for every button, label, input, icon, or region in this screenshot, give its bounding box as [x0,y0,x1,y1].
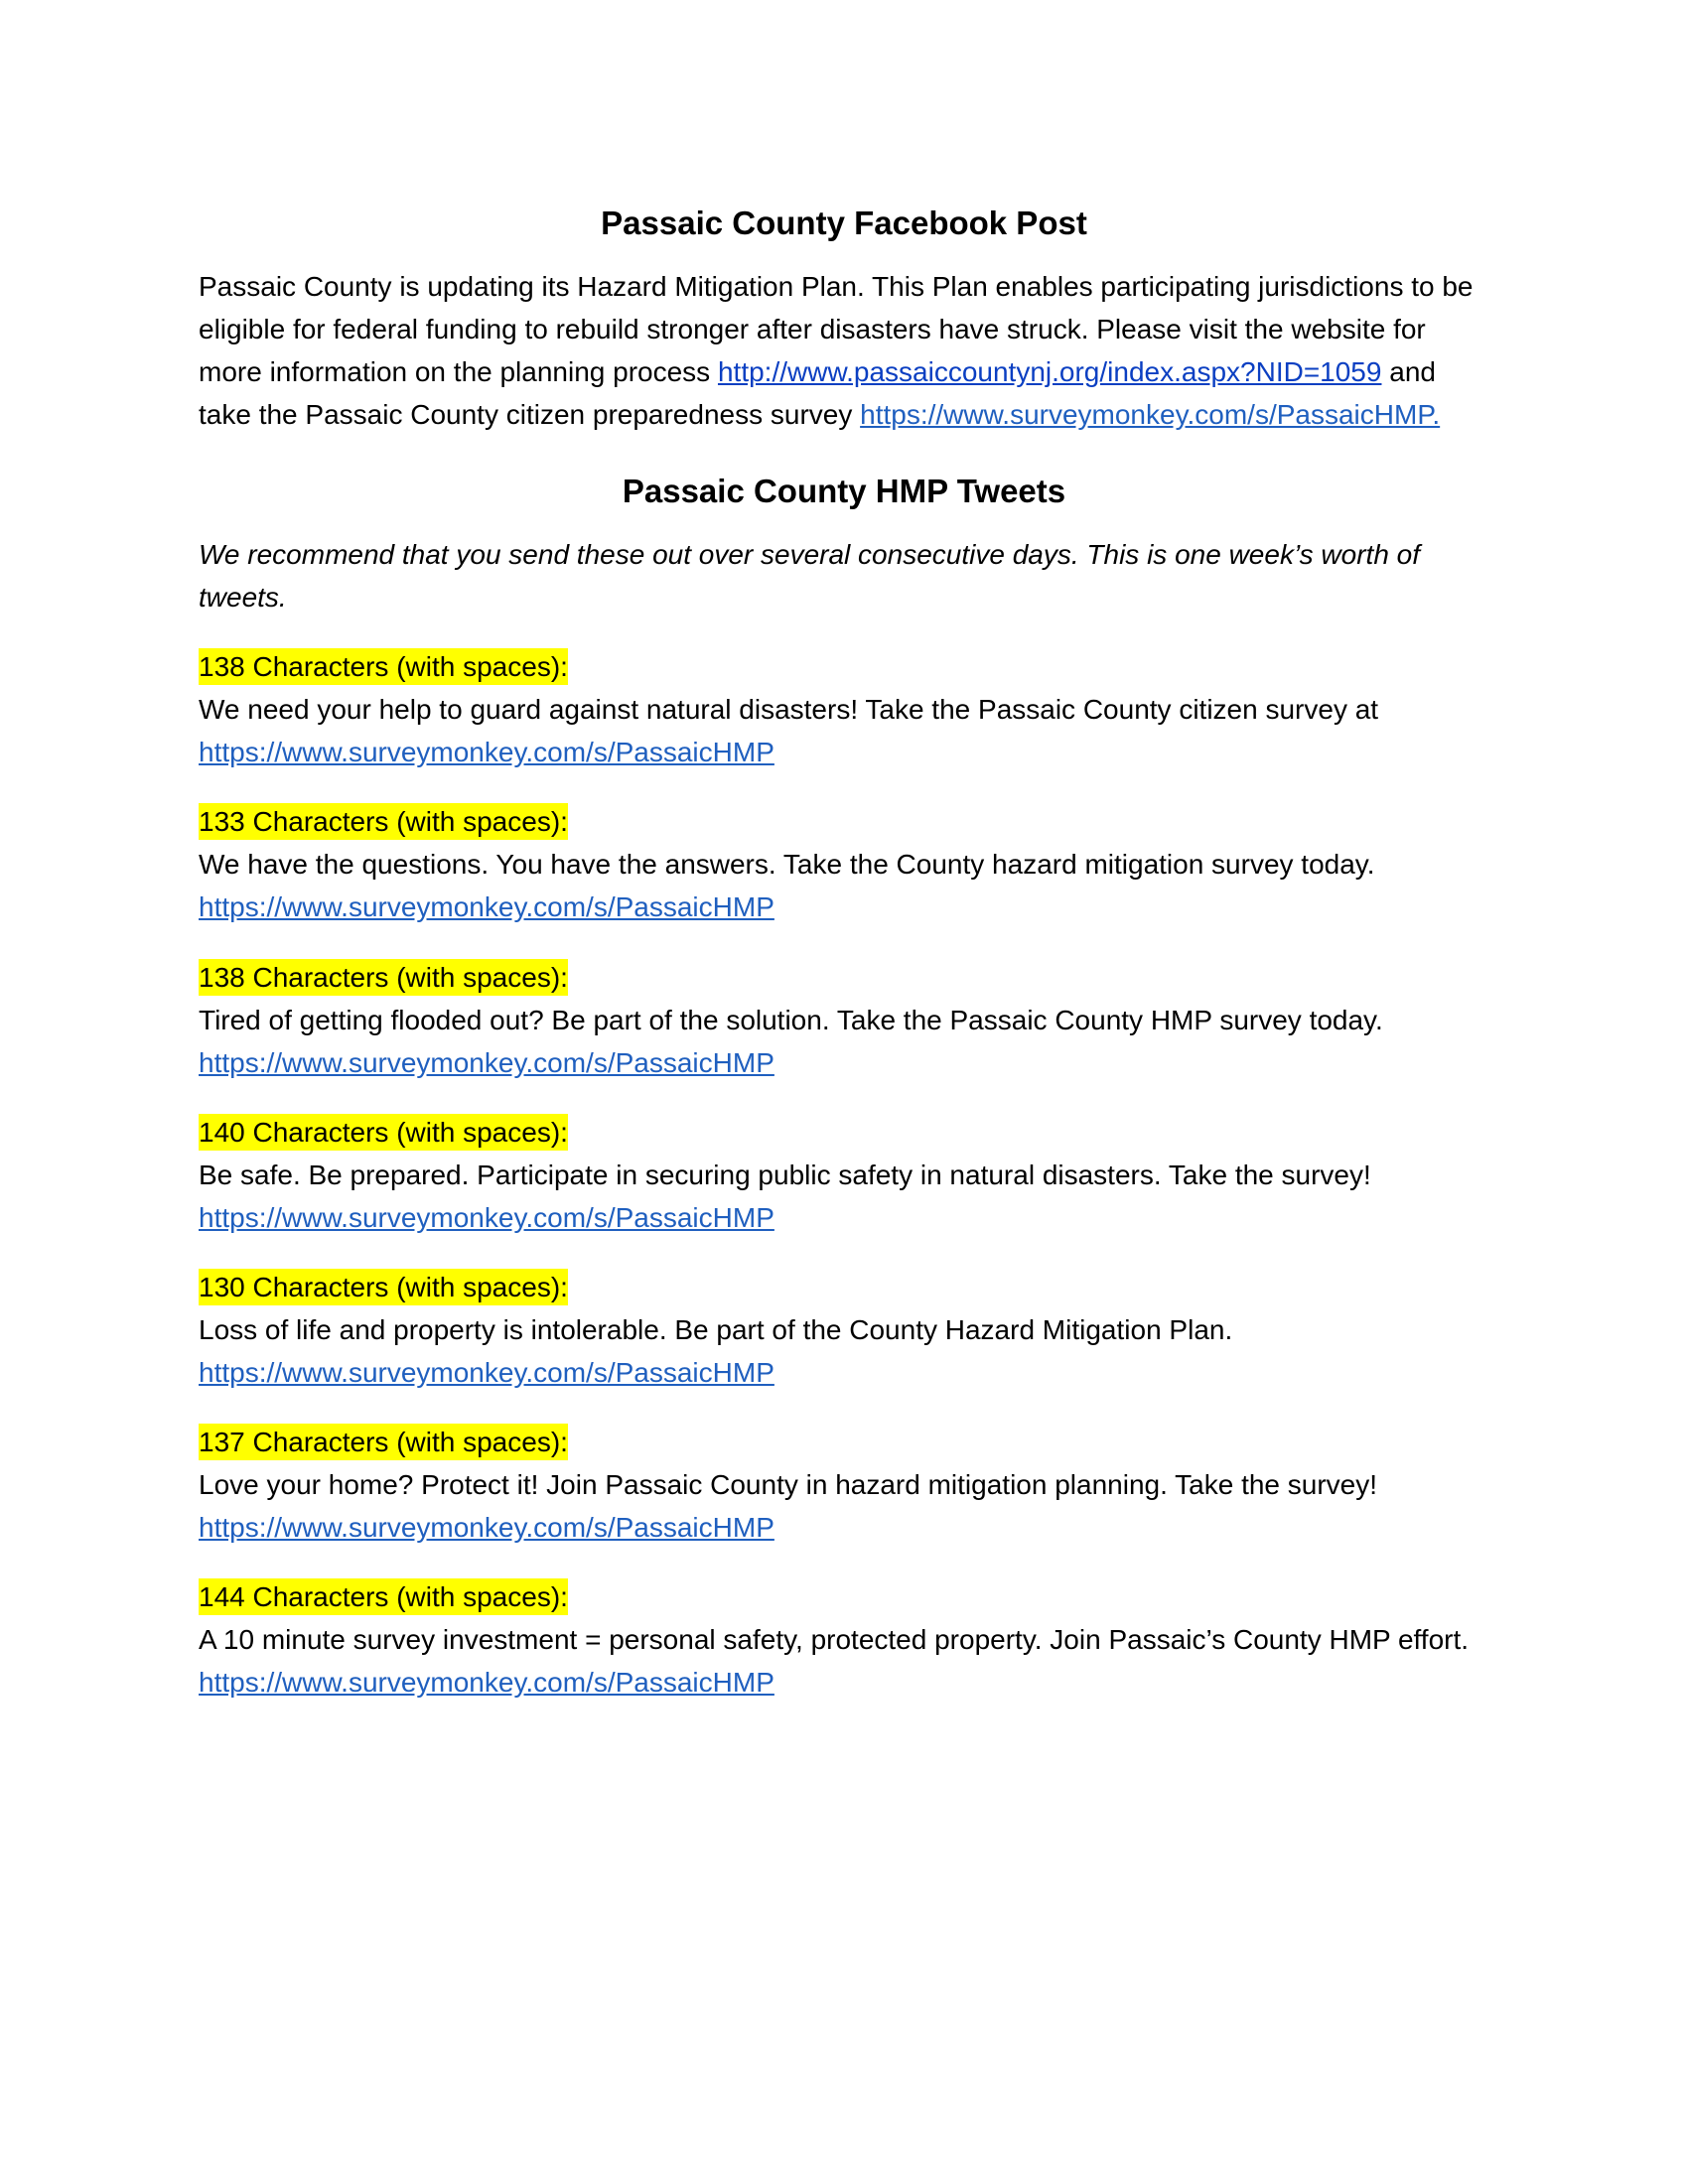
tweet-text: We have the questions. You have the answers. Take the County hazard mitigation survey today. [199,849,1375,880]
tweet-item-2 [199,800,1489,928]
tweet-text: Loss of life and property is intolerable. Be part of the County Hazard Mitigation Plan. [199,1314,1233,1345]
tweet-item-3 [199,956,1489,1084]
tweet-character-count: 138 Characters (with spaces): [199,648,568,685]
tweet-text: Be safe. Be prepared. Participate in securing public safety in natural disasters. Take the survey! [199,1160,1371,1190]
tweet-character-count: 144 Characters (with spaces): [199,1578,568,1615]
county-website-link[interactable]: http://www.passaiccountynj.org/index.aspx?NID=1059 [717,356,1382,387]
tweet-item-7 [199,1575,1489,1704]
tweet-survey-link[interactable]: https://www.surveymonkey.com/s/PassaicHMP [199,1667,774,1698]
facebook-text-part-1: Passaic County is updating its Hazard Mitigation Plan. This Plan enables participating jurisdictions to be eligible for federal funding to rebuild stronger after disasters have struck. Please visit the website for more information on the planning process [199,271,1474,387]
tweet-item-1 [199,645,1489,773]
tweet-survey-link[interactable]: https://www.surveymonkey.com/s/PassaicHMP [199,1357,774,1388]
tweets-section-title: Passaic County HMP Tweets [622,473,1066,509]
facebook-survey-link[interactable]: https://www.surveymonkey.com/s/PassaicHMP. [860,399,1441,430]
tweet-survey-link[interactable]: https://www.surveymonkey.com/s/PassaicHMP [199,1202,774,1233]
tweet-survey-link[interactable]: https://www.surveymonkey.com/s/PassaicHMP [199,1512,774,1543]
tweet-text: A 10 minute survey investment = personal safety, protected property. Join Passaic’s County HMP effort. [199,1624,1470,1655]
tweet-text: Love your home? Protect it! Join Passaic County in hazard mitigation planning. Take the survey! [199,1469,1378,1500]
tweet-survey-link[interactable]: https://www.surveymonkey.com/s/PassaicHMP [199,1047,774,1078]
tweet-item-6 [199,1421,1489,1549]
tweet-survey-link[interactable]: https://www.surveymonkey.com/s/PassaicHMP [199,891,774,922]
tweet-item-4 [199,1111,1489,1239]
facebook-post-title: Passaic County Facebook Post [601,205,1087,241]
document-page [199,194,1489,1730]
tweet-text: We need your help to guard against natural disasters! Take the Passaic County citizen survey at [199,694,1379,725]
tweets-note: We recommend that you send these out over several consecutive days. This is one week’s worth of tweets. [199,539,1421,613]
tweet-character-count: 130 Characters (with spaces): [199,1269,568,1305]
tweet-character-count: 133 Characters (with spaces): [199,803,568,840]
tweet-survey-link[interactable]: https://www.surveymonkey.com/s/PassaicHMP [199,737,774,767]
tweet-character-count: 138 Characters (with spaces): [199,959,568,996]
tweet-character-count: 140 Characters (with spaces): [199,1114,568,1151]
tweet-character-count: 137 Characters (with spaces): [199,1424,568,1460]
tweet-text: Tired of getting flooded out? Be part of the solution. Take the Passaic County HMP survey today. [199,1005,1383,1035]
facebook-text-part-2: and take the Passaic County citizen preparedness survey [199,356,1436,430]
tweet-item-5 [199,1266,1489,1394]
facebook-post-body [199,265,1489,436]
